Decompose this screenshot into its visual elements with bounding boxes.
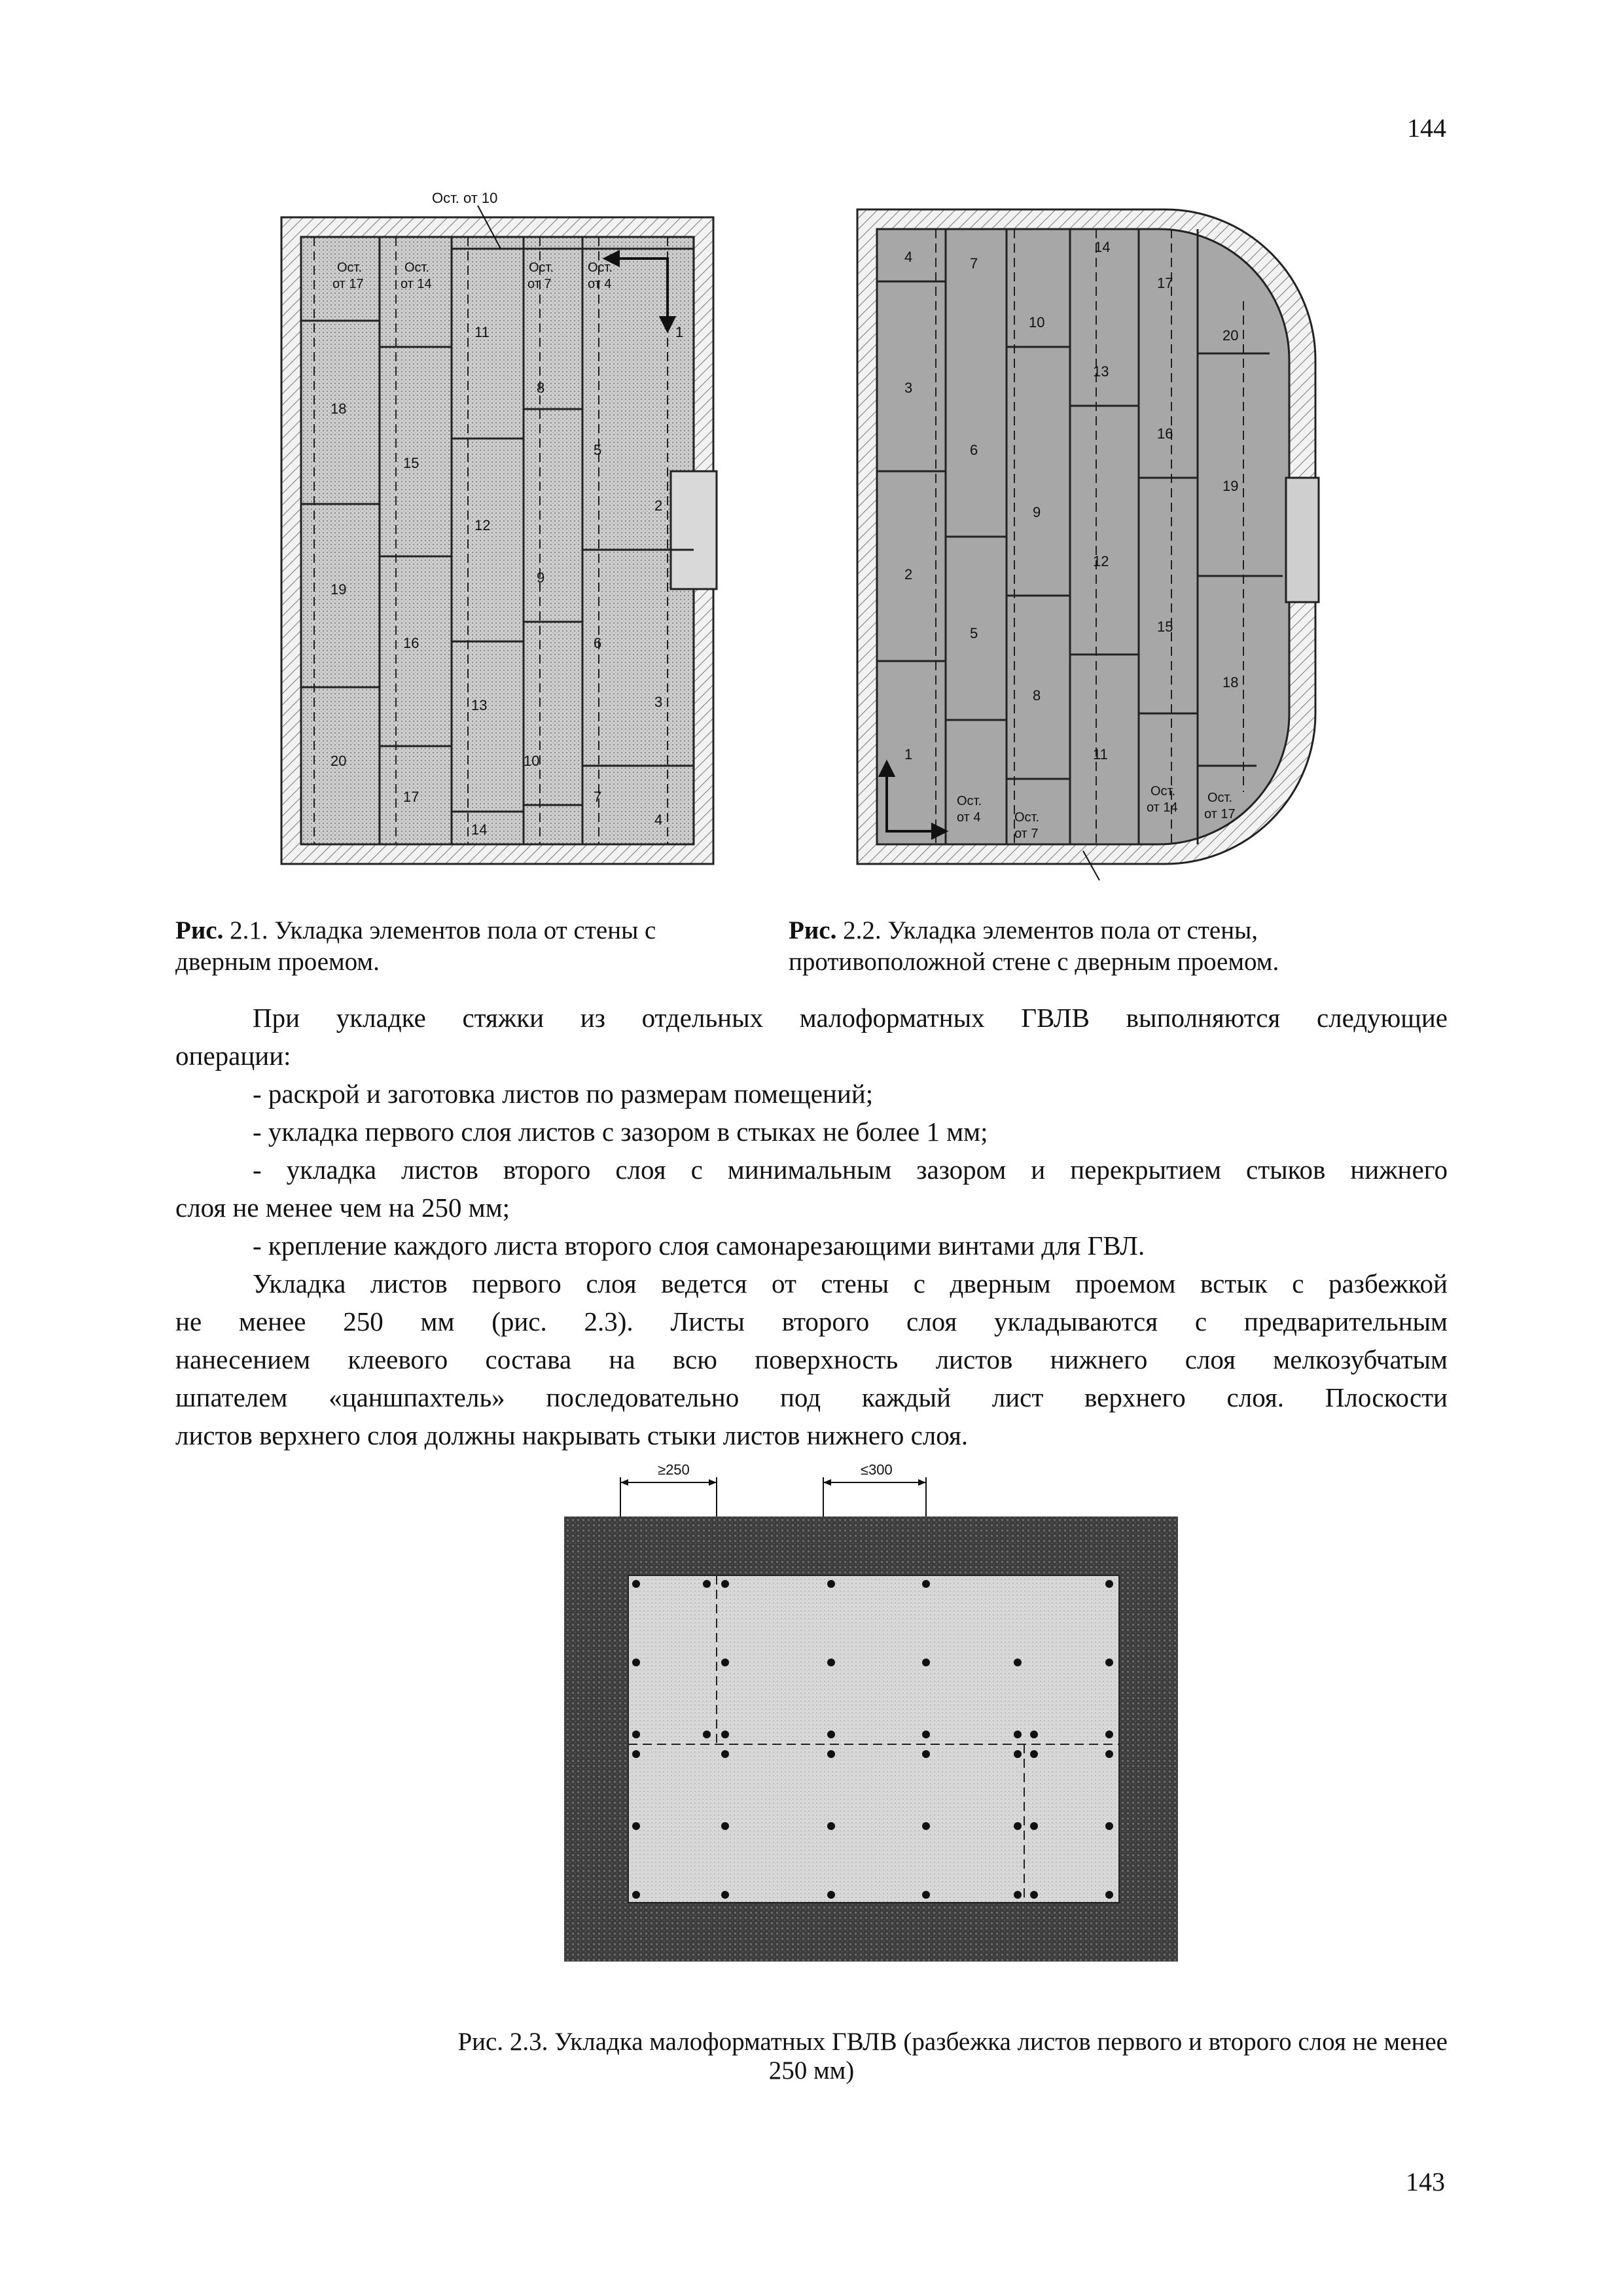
caption-text: 2.1. Укладка элементов пола от стены с <box>223 916 656 944</box>
label-ost-7-1: Ост. <box>1014 810 1040 825</box>
label-ost-4-2: от 4 <box>957 810 981 825</box>
sheet-4: 4 <box>904 249 913 265</box>
label-ost-7-2: от 7 <box>1014 827 1039 841</box>
figure-2-1 <box>275 190 746 884</box>
dimension-label-min-250: ≥250 <box>658 1462 690 1478</box>
sheet-10: 10 <box>524 753 540 769</box>
figure-2-3-drawing <box>556 1456 1185 1967</box>
sheet-2: 2 <box>904 566 913 583</box>
sheet-14: 14 <box>1094 239 1111 255</box>
caption-text-2: противоположной стене с дверным проемом. <box>789 948 1279 976</box>
caption-line-1: Рис. 2.3. Укладка малоформатных ГВЛВ (разбежка листов первого и второго слоя не менее <box>457 2028 1448 2056</box>
sheet-13: 13 <box>471 697 488 713</box>
sheet-10: 10 <box>1029 314 1045 331</box>
sheet-18: 18 <box>1222 674 1239 691</box>
sheet-9: 9 <box>1033 504 1041 520</box>
label-ost-17-2: от 17 <box>332 277 364 291</box>
sheet-5: 5 <box>970 625 978 641</box>
label-ost-4-1: Ост. <box>588 260 613 275</box>
sheet-16: 16 <box>403 635 419 651</box>
paragraph-2-line-1: Укладка листов первого слоя ведется от стены с дверным проемом встык с разбежкой <box>253 1268 1448 1299</box>
paragraph-2-line-2: не менее 250 мм (рис. 2.3). Листы второго слоя укладываются с предварительным <box>175 1306 1448 1336</box>
label-ost-17-1: Ост. <box>337 260 363 275</box>
figure-2-2-caption <box>789 915 1443 978</box>
dimension-label-max-300: ≤300 <box>861 1462 893 1478</box>
sheet-14: 14 <box>471 821 488 838</box>
door-opening <box>671 471 717 589</box>
list-item-2: - укладка первого слоя листов с зазором в стыках не более 1 мм; <box>253 1117 988 1147</box>
caption-label: Рис. <box>789 916 837 944</box>
label-ost-14-2: от 14 <box>401 277 432 291</box>
callout-label: Ост. от 10 <box>432 190 498 206</box>
sheet-19: 19 <box>330 581 347 598</box>
door-opening <box>1286 478 1319 602</box>
sheet-15: 15 <box>1157 619 1173 635</box>
sheet-3: 3 <box>654 694 663 710</box>
list-item-4: - крепление каждого листа второго слоя самонарезающими винтами для ГВЛ. <box>253 1230 1145 1261</box>
sheet-8: 8 <box>1033 687 1041 704</box>
sheet-15: 15 <box>403 455 419 471</box>
sheet-17: 17 <box>403 789 419 805</box>
sheet-20: 20 <box>330 753 347 769</box>
sheet-13: 13 <box>1093 363 1109 380</box>
sheet-12: 12 <box>1093 553 1109 569</box>
figure-2-2 <box>851 203 1348 884</box>
sheet-8: 8 <box>537 380 545 396</box>
label-ost-17-2: от 17 <box>1204 807 1236 821</box>
sheet-17: 17 <box>1157 275 1173 291</box>
paragraph-1-line-1: При укладке стяжки из отдельных малоформатных ГВЛВ выполняются следующие <box>253 1003 1448 1033</box>
caption-text-2: дверным проемом. <box>175 948 380 976</box>
sheet-6: 6 <box>594 635 602 651</box>
sheet-7: 7 <box>594 789 602 805</box>
caption-label: Рис. <box>175 916 224 944</box>
label-ost-7-1: Ост. <box>529 260 554 275</box>
figure-2-3-caption-line-2 <box>720 2056 903 2085</box>
figure-2-2-drawing <box>851 203 1348 884</box>
floor-area <box>301 237 694 844</box>
sheet-1: 1 <box>675 324 684 340</box>
label-ost-14-1: Ост. <box>1150 784 1176 798</box>
sheet-12: 12 <box>474 517 491 533</box>
list-item-3-line-1: - укладка листов второго слоя с минимальным зазором и перекрытием стыков нижнего <box>253 1155 1448 1185</box>
sheet-7: 7 <box>970 255 978 272</box>
label-ost-14-2: от 14 <box>1147 800 1178 815</box>
sheet-1: 1 <box>904 746 913 762</box>
sheet-5: 5 <box>594 442 602 458</box>
label-ost-7-2: от 7 <box>527 277 552 291</box>
label-ost-4-1: Ост. <box>957 794 982 808</box>
figure-2-1-caption <box>175 915 764 978</box>
page-number-bottom: 143 <box>1406 2167 1445 2197</box>
sheet-4: 4 <box>654 812 663 828</box>
sheet-18: 18 <box>330 401 347 417</box>
caption-line-2: 250 мм) <box>768 2056 855 2085</box>
figure-2-1-drawing <box>275 190 746 884</box>
dim-arrow <box>620 1479 628 1486</box>
label-ost-17-1: Ост. <box>1207 791 1233 805</box>
dim-arrow <box>918 1479 926 1486</box>
sheet-9: 9 <box>537 569 545 586</box>
caption-text: 2.2. Укладка элементов пола от стены, <box>836 916 1258 944</box>
page-number-top: 144 <box>1407 113 1446 143</box>
sheet-11: 11 <box>474 324 490 340</box>
floor-area <box>877 229 1289 844</box>
sheet-area <box>628 1575 1119 1903</box>
dim-arrow <box>823 1479 831 1486</box>
paragraph-1-line-2: операции: <box>175 1041 291 1071</box>
dim-arrow <box>709 1479 717 1486</box>
paragraph-2-line-4: шпателем «цаншпахтель» последовательно под каждый лист верхнего слоя. Плоскости <box>175 1382 1448 1412</box>
paragraph-2-line-3: нанесением клеевого состава на всю поверхность листов нижнего слоя мелкозубчатым <box>175 1344 1448 1374</box>
label-ost-4-2: от 4 <box>588 277 612 291</box>
body-text <box>175 999 1448 1454</box>
sheet-2: 2 <box>654 497 663 514</box>
paragraph-2-line-5: листов верхнего слоя должны накрывать стыки листов нижнего слоя. <box>175 1420 969 1450</box>
figure-2-3 <box>556 1456 1185 1967</box>
sheet-20: 20 <box>1222 327 1239 344</box>
figure-2-3-caption <box>175 2028 1448 2056</box>
sheet-3: 3 <box>904 380 913 396</box>
label-ost-14-1: Ост. <box>404 260 430 275</box>
list-item-1: - раскрой и заготовка листов по размерам помещений; <box>253 1079 874 1109</box>
sheet-16: 16 <box>1157 425 1173 442</box>
sheet-19: 19 <box>1222 478 1239 494</box>
sheet-11: 11 <box>1093 746 1108 762</box>
sheet-6: 6 <box>970 442 978 458</box>
list-item-3-line-2: слоя не менее чем на 250 мм; <box>175 1193 510 1223</box>
